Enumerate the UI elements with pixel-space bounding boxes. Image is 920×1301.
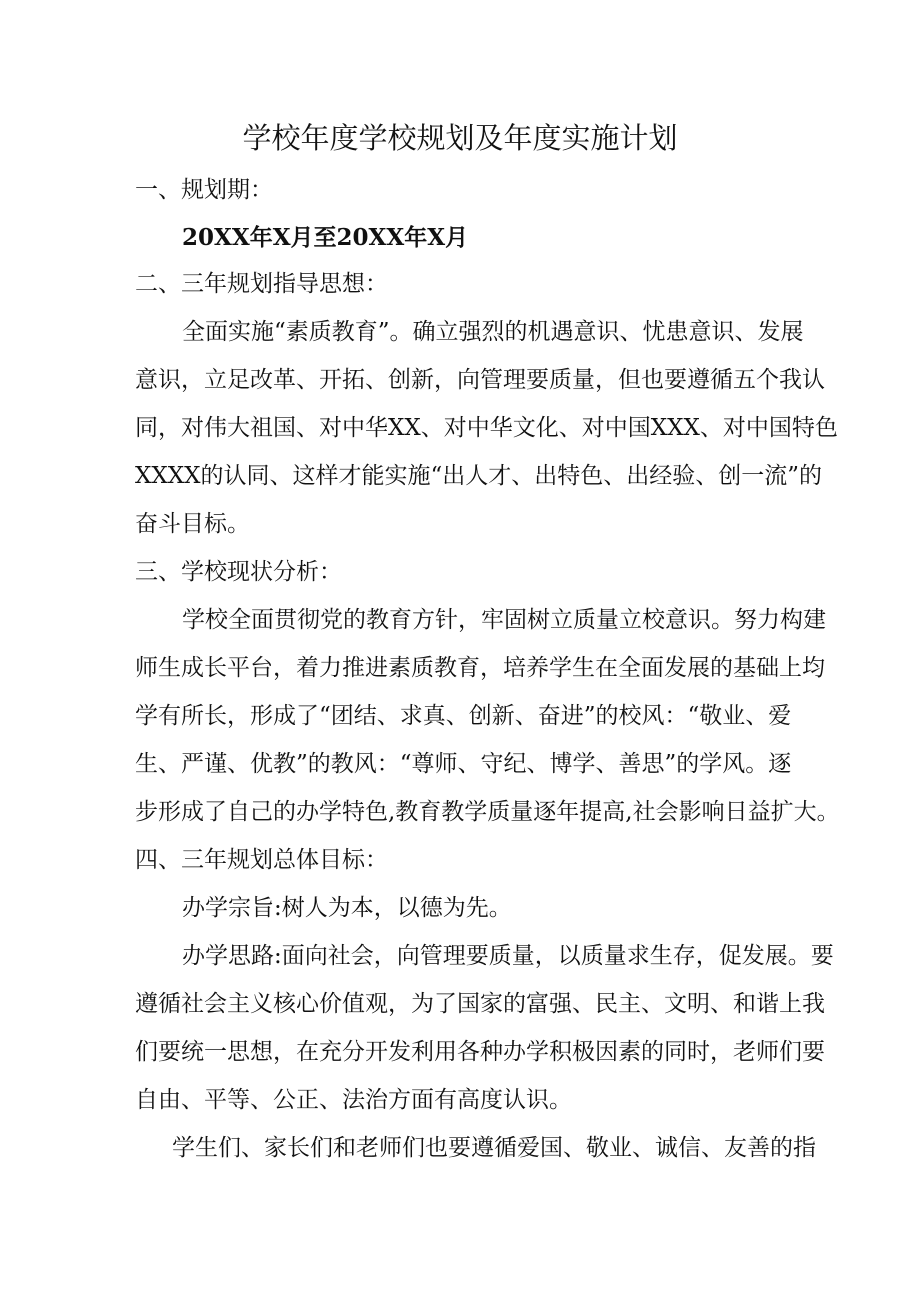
paragraph-line: 生、严谨、优教”的教风：“尊师、守纪、博学、善思”的学风。逐 [135,751,792,777]
paragraph-line: 们要统一思想，在充分开发利用各种办学积极因素的同时，老师们要 [135,1039,825,1065]
paragraph-line: 学校全面贯彻党的教育方针，牢固树立质量立校意识。努力构建 [182,607,826,633]
paragraph-line: 办学思路:面向社会，向管理要质量，以质量求生存，促发展。要 [182,943,834,969]
paragraph-line: 学生们、家长们和老师们也要遵循爱国、敬业、诚信、友善的指 [172,1135,816,1161]
paragraph-line: XXXX的认同、这样才能实施“出人才、出特色、出经验、创一流”的 [135,463,823,489]
paragraph-line: 自由、平等、公正、法治方面有高度认识。 [135,1087,572,1113]
planning-period-value: 20XX年X月至20XX年X月 [182,224,469,251]
section-heading-guiding-thought: 二、三年规划指导思想： [135,271,388,297]
paragraph-line: 遵循社会主义核心价值观，为了国家的富强、民主、文明、和谐上我 [135,991,825,1017]
paragraph-line: 同，对伟大祖国、对中华XX、对中华文化、对中国XXX、对中国特色 [135,415,838,441]
paragraph-line: 师生成长平台，着力推进素质教育，培养学生在全面发展的基础上均 [135,655,825,681]
paragraph-line: 步形成了自己的办学特色,教育教学质量逐年提高,社会影响日益扩大。 [135,799,840,825]
paragraph-line: 学有所长，形成了“团结、求真、创新、奋进”的校风：“敬业、爱 [135,703,792,729]
section-heading-planning-period: 一、规划期： [135,177,273,203]
paragraph-line: 全面实施“素质教育”。确立强烈的机遇意识、忧患意识、发展 [182,319,804,345]
document-title: 学校年度学校规划及年度实施计划 [242,121,678,155]
section-heading-status-analysis: 三、学校现状分析： [135,559,342,585]
section-heading-overall-goals: 四、三年规划总体目标： [135,847,388,873]
school-purpose-line: 办学宗旨:树人为本，以德为先。 [182,895,512,921]
paragraph-line: 意识，立足改革、开拓、创新，向管理要质量，但也要遵循五个我认 [135,367,825,393]
paragraph-line: 奋斗目标。 [135,511,250,537]
